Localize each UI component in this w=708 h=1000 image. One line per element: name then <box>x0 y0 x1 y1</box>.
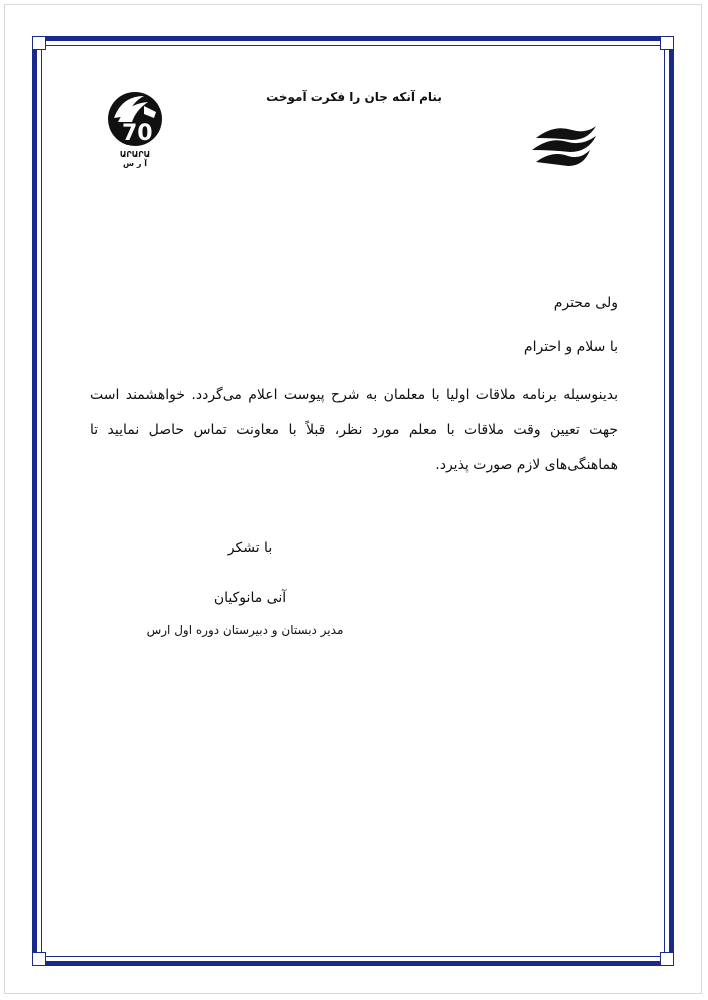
invocation-header: بنام آنکه جان را فکرت آموخت <box>266 90 442 104</box>
wave-emblem-icon <box>528 120 602 170</box>
school-logo-icon <box>104 88 166 150</box>
letter-body: بدینوسیله برنامه ملاقات اولیا با معلمان به شرح پیوست اعلام می‌گردد. خواهشمند است جهت تعیین وقت ملاقات با معلم مورد نظر، قبلاً با معاونت تماس حاصل نمایید تا هماهنگی‌های لازم صورت پذیرد. <box>90 387 618 473</box>
corner-ornament-top-left <box>32 36 46 50</box>
logo-number: 70 <box>122 121 153 146</box>
signature-title: مدیر دبستان و دبیرستان دوره اول ارس <box>146 623 344 637</box>
page-border-inner <box>41 45 665 957</box>
corner-ornament-top-right <box>660 36 674 50</box>
signature-closing: با تشکر <box>227 540 273 556</box>
letter-salutation: ولی محترم <box>553 295 618 311</box>
school-logo <box>104 88 166 166</box>
emblem-logo <box>528 120 602 170</box>
corner-ornament-bottom-right <box>660 952 674 966</box>
letter-greeting: با سلام و احترام <box>523 339 618 355</box>
logo-caption-persian: آ ر س <box>123 159 147 168</box>
signature-name: آنی مانوکیان <box>213 590 287 606</box>
corner-ornament-bottom-left <box>32 952 46 966</box>
logo-caption-armenian: ԱՐԱՐԱ <box>119 150 151 159</box>
